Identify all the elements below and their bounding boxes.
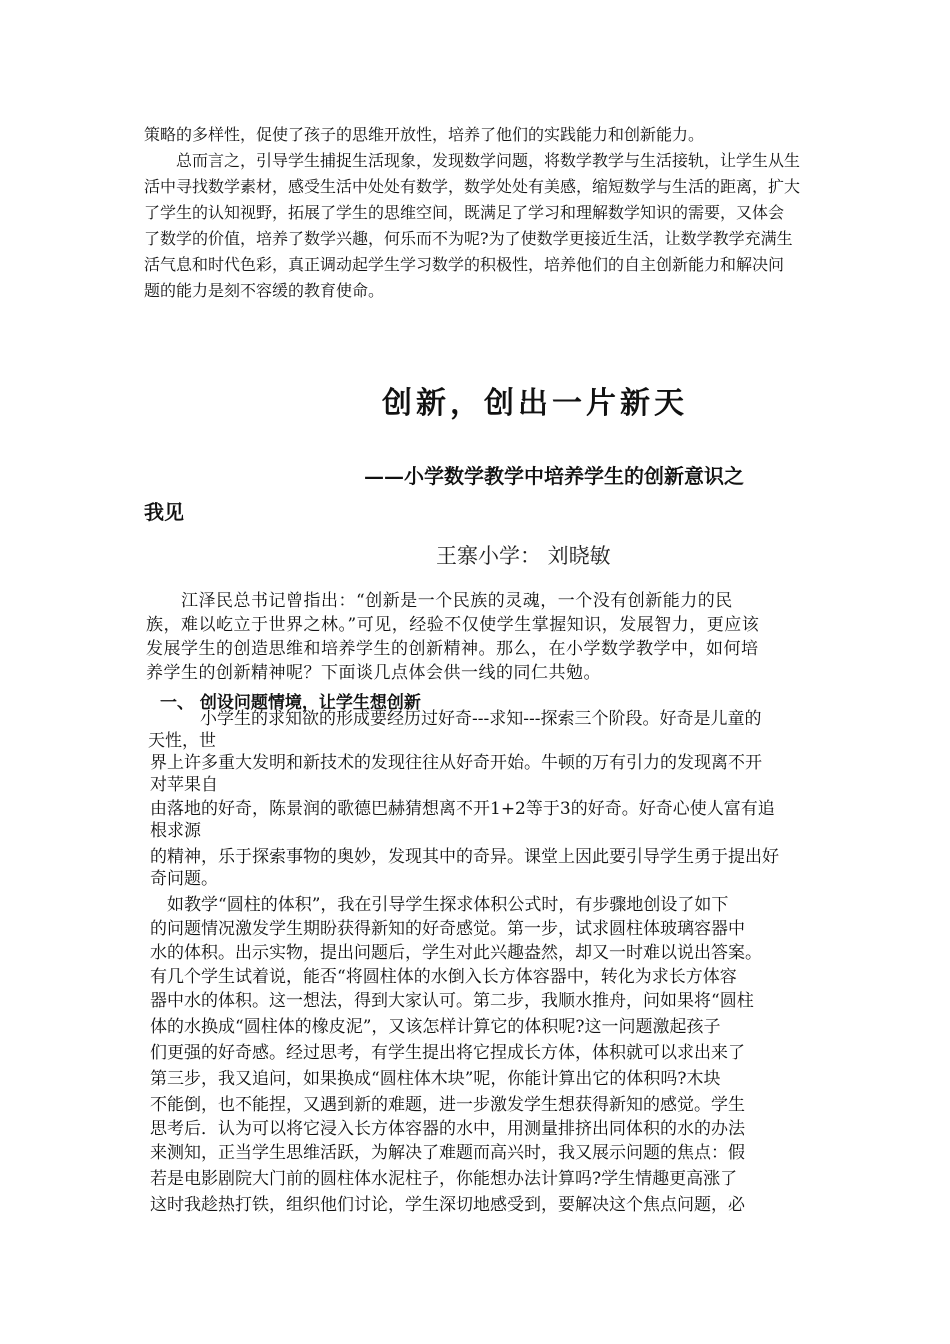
text-line: 题的能力是刻不容缓的教育使命。 [144,281,385,300]
text-line: 界上许多重大发明和新技术的发现往往从好奇开始。牛顿的万有引力的发现离不开 [150,753,762,773]
article-title: 创新，创出一片新天 [382,386,688,421]
section-heading: 一、 创设问题情境，让学生想创新 [160,693,421,713]
text-line: 发展学生的创造思维和培养学生的创新精神。那么，在小学数学教学中，如何培 [146,639,759,659]
text-line: 水的体积。出示实物，提出问题后，学生对此兴趣盎然，却又一时难以说出答案。 [150,943,762,963]
text-line: 对苹果自 [150,775,218,795]
text-line: 族，难以屹立于世界之林。”可见，经验不仅使学生掌握知识，发展智力，更应该 [146,615,760,635]
text-line: 了数学的价值，培养了数学兴趣，何乐而不为呢?为了使数学更接近生活，让数学教学充满生 [144,229,793,248]
text-line: 来测知，正当学生思维活跃，为解决了难题而高兴时，我又展示问题的焦点：假 [150,1143,745,1163]
text-line: 第三步，我又追问，如果换成“圆柱体木块”呢，你能计算出它的体积吗?木块 [150,1069,721,1089]
text-line: 由落地的好奇，陈景润的歌德巴赫猜想离不开1+2等于3的好奇。好奇心使人富有追 [150,799,775,819]
text-line: 策略的多样性，促使了孩子的思维开放性，培养了他们的实践能力和创新能力。 [144,125,705,144]
article-subtitle: ——小学数学教学中培养学生的创新意识之 [364,464,744,488]
text-line: 活气息和时代色彩，真正调动起学生学习数学的积极性，培养他们的自主创新能力和解决问 [144,255,785,274]
text-line: 了学生的认知视野，拓展了学生的思维空间，既满足了学习和理解数学知识的需要，又体会 [144,203,785,222]
author-line: 王寨小学： 刘晓敏 [436,544,611,568]
text-line: 器中水的体积。这一想法，得到大家认可。第二步，我顺水推舟，问如果将“圆柱 [150,991,754,1011]
text-line: 们更强的好奇感。经过思考，有学生提出将它捏成长方体，体积就可以求出来了 [150,1043,745,1063]
text-line: 体的水换成“圆柱体的橡皮泥”，又该怎样计算它的体积呢?这一问题激起孩子 [150,1017,721,1037]
text-line: 不能倒，也不能捏，又遇到新的难题，进一步激发学生想获得新知的感觉。学生 [150,1095,745,1115]
text-line: 养学生的创新精神呢？下面谈几点体会供一线的同仁共勉。 [146,663,601,683]
text-line: 奇问题。 [150,869,218,889]
text-line: 有几个学生试着说，能否“将圆柱体的水倒入长方体容器中，转化为求长方体容 [150,967,737,987]
text-line: 江泽民总书记曾指出：“创新是一个民族的灵魂，一个没有创新能力的民 [146,591,733,611]
text-line: 这时我趁热打铁，组织他们讨论，学生深切地感受到，要解决这个焦点问题，必 [150,1195,745,1215]
text-line: 的问题情况激发学生期盼获得新知的好奇感觉。第一步，试求圆柱体玻璃容器中 [150,919,745,939]
text-line: 天性，世 [148,731,216,751]
article-subtitle-continued: 我见 [144,500,184,524]
text-line: 思考后．认为可以将它浸入长方体容器的水中，用测量排挤出同体积的水的办法 [150,1119,745,1139]
text-line: 若是电影剧院大门前的圆柱体水泥柱子，你能想办法计算吗?学生情趣更高涨了 [150,1169,738,1189]
text-line: 如教学“圆柱的体积”，我在引导学生探求体积公式时，有步骤地创设了如下 [150,895,729,915]
text-line: 的精神，乐于探索事物的奥妙，发现其中的奇异。课堂上因此要引导学生勇于提出好 [150,847,779,867]
text-line: 活中寻找数学素材，感受生活中处处有数学，数学处处有美感，缩短数学与生活的距离，扩大 [144,177,801,196]
text-line: 根求源 [150,821,201,841]
text-line: 小学生的求知欲的形成要经历过好奇---求知---探索三个阶段。好奇是儿童的 [200,709,762,729]
text-line: 总而言之，引导学生捕捉生活现象，发现数学问题，将数学教学与生活接轨，让学生从生 [144,151,801,170]
